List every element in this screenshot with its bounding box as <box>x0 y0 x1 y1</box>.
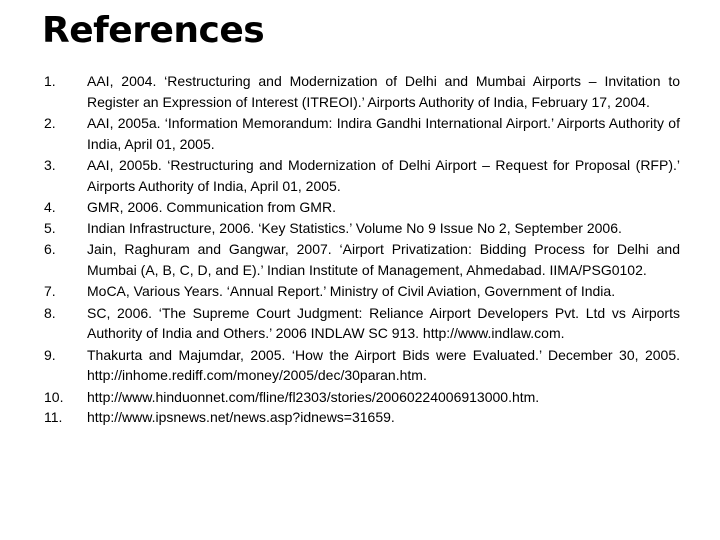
reference-item <box>44 155 680 196</box>
reference-number: 1. <box>44 73 56 89</box>
reference-number: 3. <box>44 157 56 173</box>
reference-item <box>44 407 680 428</box>
reference-text: Thakurta and Majumdar, 2005. ‘How the Airport Bids were Evaluated.’ December 30, 2005. http://inhome.rediff.com/money/2005/dec/30paran.htm. <box>87 346 680 383</box>
reference-text: MoCA, Various Years. ‘Annual Report.’ Ministry of Civil Aviation, Government of India. <box>87 283 616 299</box>
reference-text: GMR, 2006. Communication from GMR. <box>87 199 336 215</box>
reference-text: AAI, 2005b. ‘Restructuring and Modernization of Delhi Airport – Request for Proposal (RFP).’ Airports Authority of India, April 01, 2005. <box>87 157 680 194</box>
reference-number: 10. <box>44 388 64 405</box>
reference-item <box>44 197 680 218</box>
page-title: References <box>42 10 265 51</box>
reference-item <box>44 345 680 386</box>
references-list <box>44 71 680 428</box>
reference-item <box>44 239 680 280</box>
reference-item <box>44 218 680 239</box>
reference-number: 11. <box>44 409 63 425</box>
reference-item <box>44 281 680 302</box>
reference-text: SC, 2006. ‘The Supreme Court Judgment: Reliance Airport Developers Pvt. Ltd vs Airports Authority of India and Others.’ 2006 INDLAW SC 913. http://www.indlaw.com. <box>87 304 680 341</box>
reference-number: 9. <box>44 346 56 363</box>
reference-item <box>44 387 680 408</box>
reference-link[interactable]: http://www.ipsnews.net/news.asp?idnews=31659. <box>87 409 395 425</box>
reference-number: 4. <box>44 199 56 215</box>
reference-text: AAI, 2004. ‘Restructuring and Modernization of Delhi and Mumbai Airports – Invitation to Register an Expression of Interest (ITREOI).’ Airports Authority of India, February 17, 2004. <box>87 73 680 110</box>
reference-number: 8. <box>44 304 56 321</box>
reference-item <box>44 71 680 112</box>
reference-text: Jain, Raghuram and Gangwar, 2007. ‘Airport Privatization: Bidding Process for Delhi and Mumbai (A, B, C, D, and E).’ Indian Institute of Management, Ahmedabad. IIMA/PSG0102. <box>87 241 680 278</box>
reference-number: 6. <box>44 241 56 257</box>
reference-number: 2. <box>44 115 56 131</box>
reference-number: 7. <box>44 283 56 299</box>
reference-text: Indian Infrastructure, 2006. ‘Key Statistics.’ Volume No 9 Issue No 2, September 2006. <box>87 219 622 236</box>
reference-item <box>44 303 680 344</box>
reference-link[interactable]: http://www.hinduonnet.com/fline/fl2303/stories/20060224006913000.htm. <box>87 388 540 405</box>
reference-text: AAI, 2005a. ‘Information Memorandum: Indira Gandhi International Airport.’ Airports Authority of India, April 01, 2005. <box>87 115 680 152</box>
reference-number: 5. <box>44 219 56 236</box>
reference-item <box>44 113 680 154</box>
